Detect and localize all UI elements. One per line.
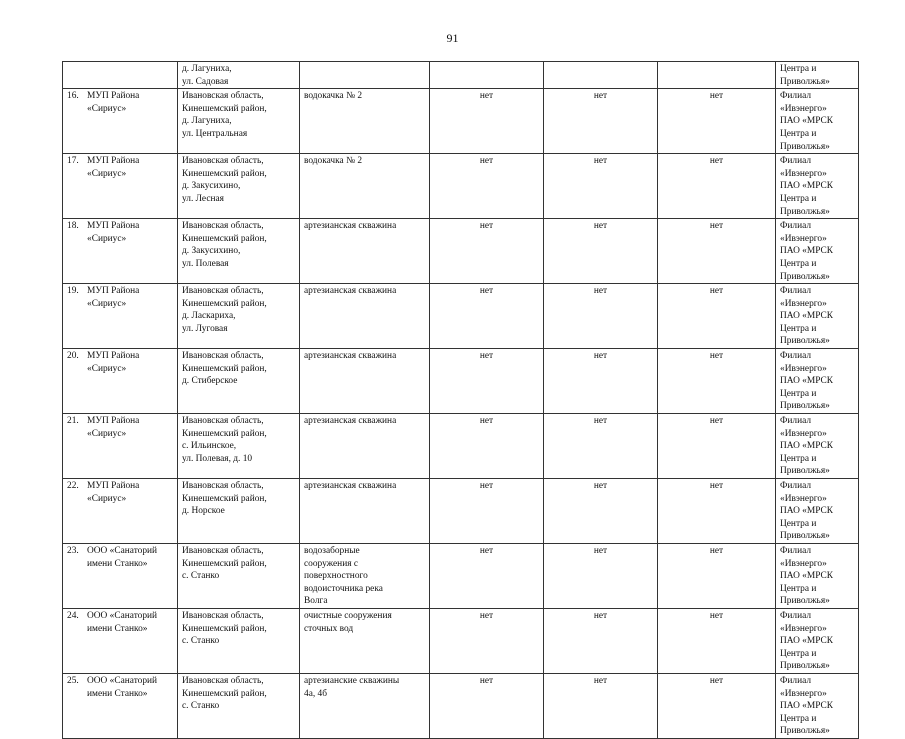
cell-col5: нет bbox=[430, 479, 544, 544]
cell-col6: нет bbox=[544, 154, 658, 219]
cell-org bbox=[63, 284, 178, 349]
organization-name: МУП Района «Сириус» bbox=[87, 286, 140, 309]
cell-col6 bbox=[544, 62, 658, 89]
cell-col5: нет bbox=[430, 349, 544, 414]
table-row bbox=[63, 89, 859, 154]
organization-name: МУП Района «Сириус» bbox=[87, 91, 140, 114]
cell-network: Центра и Приволжья» bbox=[776, 62, 859, 89]
table-row bbox=[63, 219, 859, 284]
row-number: 21. bbox=[67, 416, 79, 427]
continuation-row bbox=[63, 62, 859, 89]
cell-object: очистные сооружения сточных вод bbox=[300, 608, 430, 673]
cell-col6: нет bbox=[544, 479, 658, 544]
page-number: 91 bbox=[446, 31, 459, 45]
table-row bbox=[63, 479, 859, 544]
cell-org bbox=[63, 154, 178, 219]
cell-org bbox=[63, 479, 178, 544]
cell-object: артезианская скважина bbox=[300, 349, 430, 414]
organization-name: ООО «Санаторий имени Станко» bbox=[87, 545, 158, 569]
row-number: 25. bbox=[67, 675, 79, 686]
cell-col6: нет bbox=[544, 284, 658, 349]
cell-object: артезианская скважина bbox=[300, 479, 430, 544]
cell-col6: нет bbox=[544, 219, 658, 284]
table-body bbox=[63, 62, 859, 739]
cell-object: артезианская скважина bbox=[300, 284, 430, 349]
cell-network: Филиал «Ивэнерго» ПАО «МРСК Центра и Приволжья» bbox=[776, 543, 859, 608]
cell-org bbox=[63, 414, 178, 479]
cell-col7: нет bbox=[658, 89, 776, 154]
organization-name: МУП Района «Сириус» bbox=[87, 351, 140, 374]
objects-table bbox=[62, 61, 859, 739]
cell-address: Ивановская область, Кинешемский район, с. Станко bbox=[178, 543, 300, 608]
cell-object bbox=[300, 62, 430, 89]
cell-address: Ивановская область, Кинешемский район, с. Станко bbox=[178, 673, 300, 738]
cell-col6: нет bbox=[544, 608, 658, 673]
cell-object: водозаборные сооружения с поверхностного водоисточника река Волга bbox=[300, 543, 430, 608]
organization-name: ООО «Санаторий имени Станко» bbox=[87, 610, 158, 634]
table-row bbox=[63, 414, 859, 479]
organization-name: МУП Района «Сириус» bbox=[87, 156, 140, 179]
cell-org bbox=[63, 62, 178, 89]
table-row bbox=[63, 349, 859, 414]
cell-col7: нет bbox=[658, 349, 776, 414]
cell-network: Филиал «Ивэнерго» ПАО «МРСК Центра и Приволжья» bbox=[776, 219, 859, 284]
cell-col6: нет bbox=[544, 543, 658, 608]
organization-name: ООО «Санаторий имени Станко» bbox=[87, 675, 158, 699]
cell-col6: нет bbox=[544, 349, 658, 414]
cell-address: Ивановская область, Кинешемский район, д. Норское bbox=[178, 479, 300, 544]
table-row bbox=[63, 673, 859, 738]
cell-col7: нет bbox=[658, 219, 776, 284]
cell-address: Ивановская область, Кинешемский район, д. Стиберское bbox=[178, 349, 300, 414]
organization-name: МУП Района «Сириус» bbox=[87, 481, 140, 504]
cell-col6: нет bbox=[544, 673, 658, 738]
cell-network: Филиал «Ивэнерго» ПАО «МРСК Центра и Приволжья» bbox=[776, 154, 859, 219]
cell-col5: нет bbox=[430, 543, 544, 608]
row-number: 17. bbox=[67, 156, 79, 167]
cell-col7: нет bbox=[658, 414, 776, 479]
cell-address: д. Лагуниха, ул. Садовая bbox=[178, 62, 300, 89]
table-row bbox=[63, 284, 859, 349]
cell-network: Филиал «Ивэнерго» ПАО «МРСК Центра и Приволжья» bbox=[776, 89, 859, 154]
row-number: 23. bbox=[67, 545, 79, 556]
cell-col5: нет bbox=[430, 608, 544, 673]
cell-col5 bbox=[430, 62, 544, 89]
row-number: 16. bbox=[67, 91, 79, 102]
cell-col5: нет bbox=[430, 219, 544, 284]
cell-col7: нет bbox=[658, 608, 776, 673]
cell-object: артезианские скважины 4а, 4б bbox=[300, 673, 430, 738]
cell-col5: нет bbox=[430, 89, 544, 154]
cell-network: Филиал «Ивэнерго» ПАО «МРСК Центра и Приволжья» bbox=[776, 479, 859, 544]
cell-address: Ивановская область, Кинешемский район, д. Лагуниха, ул. Центральная bbox=[178, 89, 300, 154]
cell-col5: нет bbox=[430, 154, 544, 219]
cell-network: Филиал «Ивэнерго» ПАО «МРСК Центра и Приволжья» bbox=[776, 673, 859, 738]
cell-col7: нет bbox=[658, 479, 776, 544]
cell-col6: нет bbox=[544, 89, 658, 154]
cell-col7: нет bbox=[658, 284, 776, 349]
cell-object: артезианская скважина bbox=[300, 414, 430, 479]
cell-object: водокачка № 2 bbox=[300, 89, 430, 154]
row-number: 20. bbox=[67, 351, 79, 362]
row-number: 19. bbox=[67, 286, 79, 297]
row-number: 22. bbox=[67, 481, 79, 491]
cell-address: Ивановская область, Кинешемский район, д. Закусихино, ул. Полевая bbox=[178, 219, 300, 284]
cell-col6: нет bbox=[544, 414, 658, 479]
cell-network: Филиал «Ивэнерго» ПАО «МРСК Центра и Приволжья» bbox=[776, 349, 859, 414]
organization-name: МУП Района «Сириус» bbox=[87, 221, 140, 244]
cell-address: Ивановская область, Кинешемский район, с. Ильинское, ул. Полевая, д. 10 bbox=[178, 414, 300, 479]
table-row bbox=[63, 608, 859, 673]
row-number: 18. bbox=[67, 221, 79, 232]
row-number: 24. bbox=[67, 610, 79, 621]
cell-address: Ивановская область, Кинешемский район, д. Ласкариха, ул. Луговая bbox=[178, 284, 300, 349]
cell-col5: нет bbox=[430, 673, 544, 738]
cell-network: Филиал «Ивэнерго» ПАО «МРСК Центра и Приволжья» bbox=[776, 608, 859, 673]
cell-address: Ивановская область, Кинешемский район, с. Станко bbox=[178, 608, 300, 673]
table-row bbox=[63, 154, 859, 219]
cell-col7: нет bbox=[658, 673, 776, 738]
cell-object: водокачка № 2 bbox=[300, 154, 430, 219]
cell-col5: нет bbox=[430, 284, 544, 349]
table-row bbox=[63, 543, 859, 608]
cell-network: Филиал «Ивэнерго» ПАО «МРСК Центра и Приволжья» bbox=[776, 414, 859, 479]
cell-network: Филиал «Ивэнерго» ПАО «МРСК Центра и Приволжья» bbox=[776, 284, 859, 349]
cell-org bbox=[63, 608, 178, 673]
cell-org bbox=[63, 89, 178, 154]
cell-org bbox=[63, 543, 178, 608]
cell-col7: нет bbox=[658, 154, 776, 219]
cell-col7 bbox=[658, 62, 776, 89]
cell-address: Ивановская область, Кинешемский район, д. Закусихино, ул. Лесная bbox=[178, 154, 300, 219]
organization-name: МУП Района «Сириус» bbox=[87, 416, 140, 439]
cell-col5: нет bbox=[430, 414, 544, 479]
cell-org bbox=[63, 673, 178, 738]
cell-object: артезианская скважина bbox=[300, 219, 430, 284]
cell-org bbox=[63, 219, 178, 284]
cell-col7: нет bbox=[658, 543, 776, 608]
cell-org bbox=[63, 349, 178, 414]
